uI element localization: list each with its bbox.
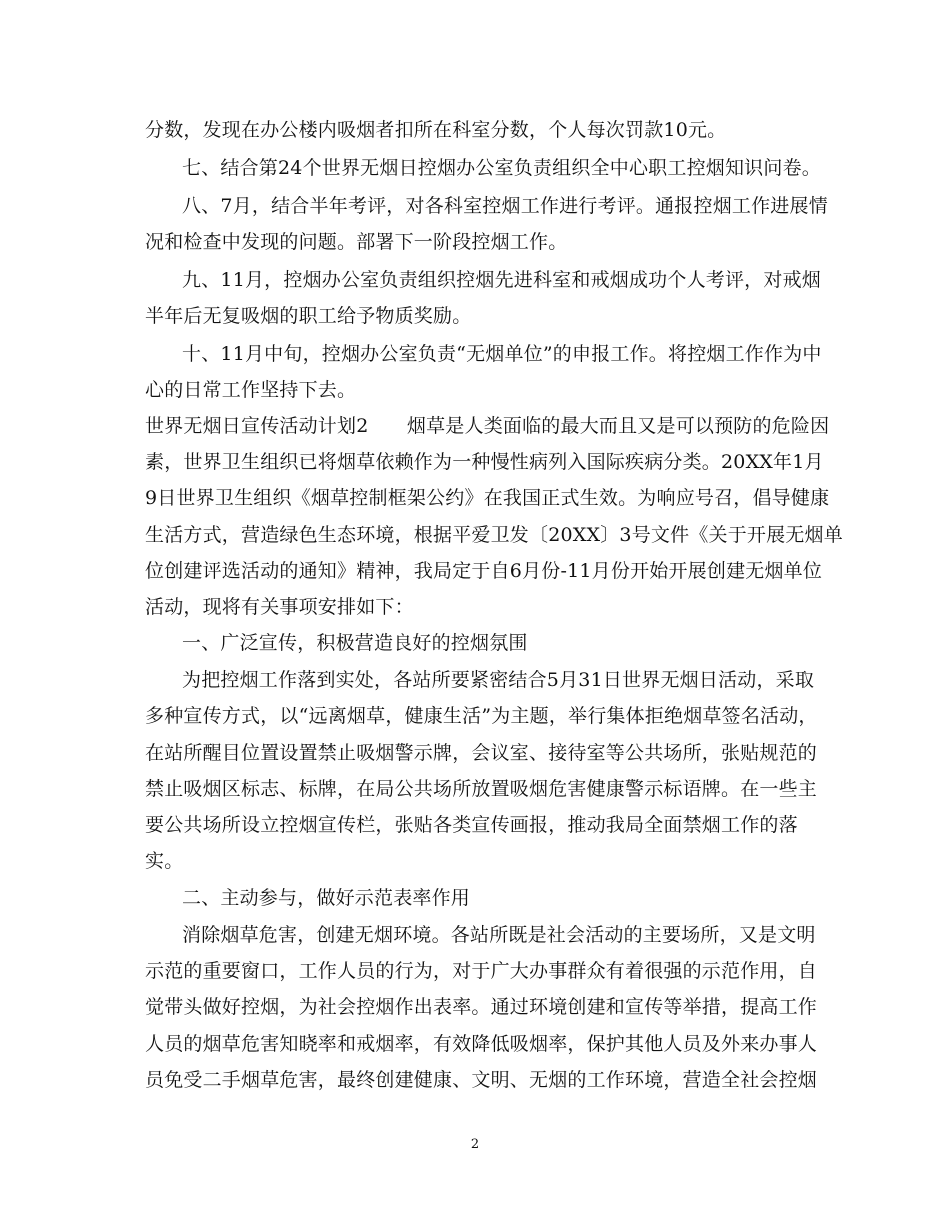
text-line: 八、7月，结合半年考评，对各科室控烟工作进行考评。通报控烟工作进展情 bbox=[182, 195, 828, 217]
text-line: 况和检查中发现的问题。部署下一阶段控烟工作。 bbox=[145, 231, 568, 253]
text-line: 消除烟草危害，创建无烟环境。各站所既是社会活动的主要场所，又是文明 bbox=[182, 924, 816, 946]
text-line: 觉带头做好控烟，为社会控烟作出表率。通过环境创建和宣传等举措，提高工作 bbox=[145, 996, 818, 1018]
text-line: 分数，发现在办公楼内吸烟者扣所在科室分数，个人每次罚款10元。 bbox=[145, 119, 727, 141]
text-line: 在站所醒目位置设置禁止吸烟警示牌，会议室、接待室等公共场所，张贴规范的 bbox=[145, 742, 818, 764]
text-line: 生活方式，营造绿色生态环境，根据平爱卫发〔20XX〕3号文件《关于开展无烟单 bbox=[145, 524, 843, 546]
text-line: 9日世界卫生组织《烟草控制框架公约》在我国正式生效。为响应号召，倡导健康 bbox=[145, 487, 830, 509]
text-line: 素，世界卫生组织已将烟草依赖作为一种慢性病列入国际疾病分类。20XX年1月 bbox=[145, 451, 824, 473]
text-line: 员免受二手烟草危害，最终创建健康、文明、无烟的工作环境，营造全社会控烟 bbox=[145, 1069, 818, 1091]
text-line: 实。 bbox=[145, 850, 184, 872]
text-line: 七、结合第24个世界无烟日控烟办公室负责组织全中心职工控烟知识问卷。 bbox=[182, 157, 821, 179]
text-line: 要公共场所设立控烟宣传栏，张贴各类宣传画报，推动我局全面禁烟工作的落 bbox=[145, 814, 798, 836]
page-number: 2 bbox=[470, 1137, 480, 1152]
text-line: 人员的烟草危害知晓率和戒烟率，有效降低吸烟率，保护其他人员及外来办事人 bbox=[145, 1033, 818, 1055]
text-line: 半年后无复吸烟的职工给予物质奖励。 bbox=[145, 305, 472, 327]
text-line: 九、11月，控烟办公室负责组织控烟先进科室和戒烟成功个人考评，对戒烟 bbox=[182, 269, 821, 291]
section-heading: 二、主动参与，做好示范表率作用 bbox=[182, 887, 471, 909]
text-line: 世界无烟日宣传活动计划2 烟草是人类面临的最大而且又是可以预防的危险因 bbox=[145, 415, 830, 437]
text-line: 示范的重要窗口，工作人员的行为，对于广大办事群众有着很强的示范作用，自 bbox=[145, 960, 818, 982]
text-line: 心的日常工作坚持下去。 bbox=[145, 379, 357, 401]
text-line: 活动，现将有关事项安排如下： bbox=[145, 596, 414, 618]
text-line: 为把控烟工作落到实处，各站所要紧密结合5月31日世界无烟日活动，采取 bbox=[182, 669, 815, 691]
section-heading: 一、广泛宣传，积极营造良好的控烟氛围 bbox=[182, 632, 528, 654]
text-line: 十、11月中旬，控烟办公室负责“无烟单位”的申报工作。将控烟工作作为中 bbox=[182, 343, 822, 365]
text-line: 禁止吸烟区标志、标牌，在局公共场所放置吸烟危害健康警示标语牌。在一些主 bbox=[145, 778, 818, 800]
text-line: 多种宣传方式，以“远离烟草，健康生活”为主题，举行集体拒绝烟草签名活动， bbox=[145, 705, 818, 727]
text-line: 位创建评选活动的通知》精神，我局定于自6月份-11月份开始开展创建无烟单位 bbox=[145, 560, 823, 582]
